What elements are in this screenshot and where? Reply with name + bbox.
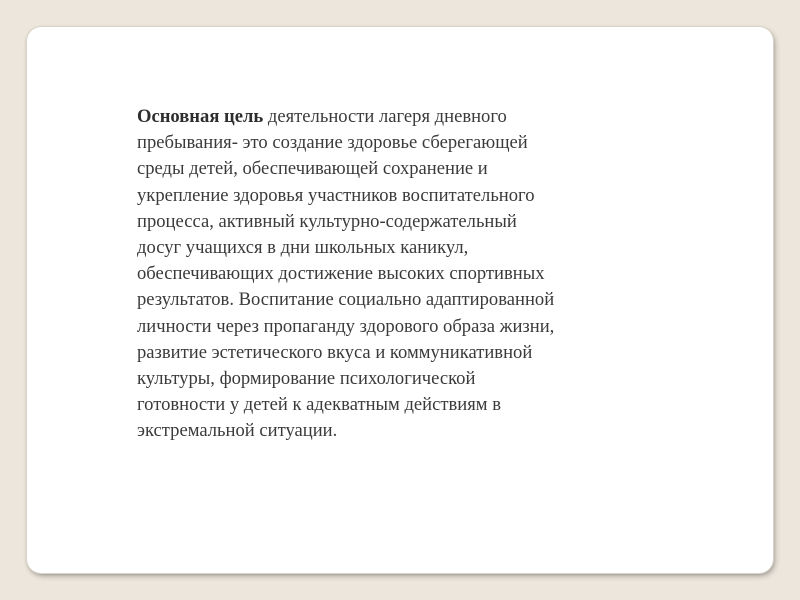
text-line-6: досуг учащихся в дни школьных каникул, [137,237,469,259]
text-line-7: обеспечивающих достижение высоких спортивных [137,263,545,285]
text-line-11: культуры, формирование психологической [137,368,476,390]
text-line-10: развитие эстетического вкуса и коммуникативной [137,341,533,363]
text-line-9: личности через пропаганду здорового образа жизни, [137,315,555,337]
text-line-8: результатов. Воспитание социально адаптированной [137,289,555,311]
text-line-2: пребывания- это создание здоровье сберегающей [137,132,528,154]
text-line-13: экстремальной ситуации. [137,420,338,442]
slide-lead-phrase: Основная цель [137,106,264,127]
text-line-1: деятельности лагеря дневного [263,106,507,127]
text-line-5: процесса, активный культурно-содержательный [137,210,517,232]
text-line-3: среды детей, обеспечивающей сохранение и [137,158,488,180]
slide-body-text [137,104,657,445]
text-line-4: укрепление здоровья участников воспитательного [137,184,535,206]
text-line-12: готовности у детей к адекватным действиям в [137,394,501,416]
